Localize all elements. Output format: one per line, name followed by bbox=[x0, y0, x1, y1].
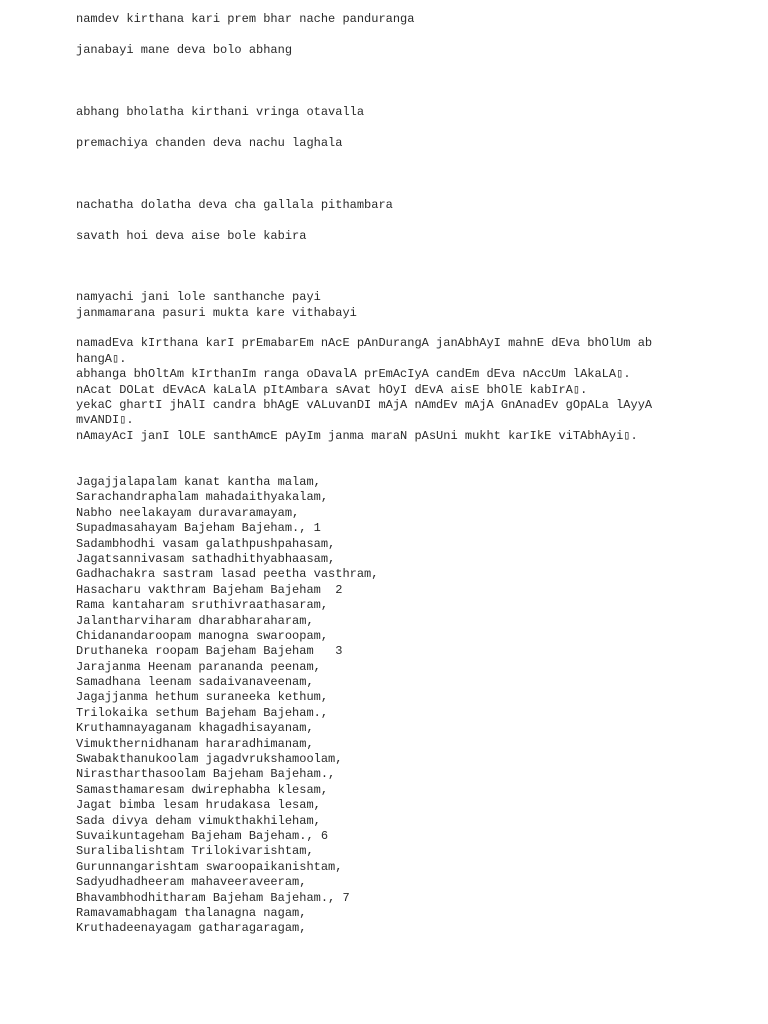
stotram-line: Trilokaika sethum Bajeham Bajeham., bbox=[76, 705, 329, 720]
transliteration-line: yekaC ghartI jhAlI candra bhAgE vALuvanDI mAjA nAmdEv mAjA GnAnadEv gOpALa lAyyA bbox=[76, 398, 653, 413]
stotram-line: Rama kantaharam sruthivraathasaram, bbox=[76, 598, 329, 613]
stotram-line: Hasacharu vakthram Bajeham Bajeham 2 bbox=[76, 582, 343, 597]
stotram-line: Bhavambhodhitharam Bajeham Bajeham., 7 bbox=[76, 890, 350, 905]
stanza-1-line-1: namdev kirthana kari prem bhar nache panduranga bbox=[76, 12, 415, 26]
stotram-line: Jagatsannivasam sathadhithyabhaasam, bbox=[76, 551, 336, 566]
transliteration-block bbox=[76, 336, 716, 444]
transliteration-line: abhanga bhOltAm kIrthanIm ranga oDavalA prEmAcIyA candEm dEva nAccUm lAkaLA▯. bbox=[76, 367, 631, 382]
stotram-line: Supadmasahayam Bajeham Bajeham., 1 bbox=[76, 521, 321, 536]
stotram-line: Sadambhodhi vasam galathpushpahasam, bbox=[76, 536, 336, 551]
document-page bbox=[76, 12, 716, 937]
stotram-block bbox=[76, 475, 716, 937]
stotram-line: Nabho neelakayam duravaramayam, bbox=[76, 505, 300, 520]
stotram-line: Nirastharthasoolam Bajeham Bajeham., bbox=[76, 767, 336, 782]
stotram-line: Gurunnangarishtam swaroopaikanishtam, bbox=[76, 859, 343, 874]
stanza-3-line-1: nachatha dolatha deva cha gallala pithambara bbox=[76, 197, 393, 212]
transliteration-line: mvANDI▯. bbox=[76, 413, 134, 428]
stotram-line: Chidanandaroopam manogna swaroopam, bbox=[76, 628, 329, 643]
stanza-2-line-1: abhang bholatha kirthani vringa otavalla bbox=[76, 104, 365, 119]
stotram-line: Jagajjalapalam kanat kantha malam, bbox=[76, 475, 321, 489]
stotram-line: Vimukthernidhanam hararadhimanam, bbox=[76, 736, 314, 751]
stotram-line: Jagajjanma hethum suraneeka kethum, bbox=[76, 690, 329, 705]
stanza-1-line-2: janabayi mane deva bolo abhang bbox=[76, 42, 293, 57]
transliteration-line: hangA▯. bbox=[76, 351, 127, 366]
transliteration-line: nAmayAcI janI lOLE santhAmcE pAyIm janma maraN pAsUni mukht karIkE viTAbhAyi▯. bbox=[76, 428, 638, 443]
stotram-line: Jalantharviharam dharabharaharam, bbox=[76, 613, 314, 628]
stotram-line: Sada divya deham vimukthakhileham, bbox=[76, 813, 321, 828]
stotram-line: Ramavamabhagam thalanagna nagam, bbox=[76, 905, 307, 920]
transliteration-line: nAcat DOLat dEvAcA kaLalA pItAmbara sAvat hOyI dEvA aisE bhOlE kabIrA▯. bbox=[76, 382, 588, 397]
transliteration-line: namadEva kIrthana karI prEmabarEm nAcE pAnDurangA janAbhAyI mahnE dEva bhOlUm ab bbox=[76, 336, 653, 351]
stotram-line: Suvaikuntageham Bajeham Bajeham., 6 bbox=[76, 828, 329, 843]
stotram-line: Kruthadeenayagam gatharagaragam, bbox=[76, 921, 307, 936]
stotram-line: Swabakthanukoolam jagadvrukshamoolam, bbox=[76, 752, 343, 767]
stotram-line: Sadyudhadheeram mahaveeraveeram, bbox=[76, 875, 307, 890]
stanza-3-line-2: savath hoi deva aise bole kabira bbox=[76, 228, 307, 243]
stotram-line: Samasthamaresam dwirephabha klesam, bbox=[76, 782, 329, 797]
stotram-line: Druthaneka roopam Bajeham Bajeham 3 bbox=[76, 644, 343, 659]
stotram-line: Jagat bimba lesam hrudakasa lesam, bbox=[76, 798, 321, 813]
stotram-line: Suralibalishtam Trilokivarishtam, bbox=[76, 844, 314, 859]
stanza-4-line-2: janmamarana pasuri mukta kare vithabayi bbox=[76, 305, 357, 320]
stotram-line: Gadhachakra sastram lasad peetha vasthram, bbox=[76, 567, 379, 582]
stotram-line: Jarajanma Heenam parananda peenam, bbox=[76, 659, 321, 674]
stotram-line: Samadhana leenam sadaivanaveenam, bbox=[76, 675, 314, 690]
stanza-4-line-1: namyachi jani lole santhanche payi bbox=[76, 290, 321, 305]
stotram-line: Sarachandraphalam mahadaithyakalam, bbox=[76, 490, 329, 505]
stanza-2-line-2: premachiya chanden deva nachu laghala bbox=[76, 135, 343, 150]
stotram-line: Kruthamnayaganam khagadhisayanam, bbox=[76, 721, 314, 736]
